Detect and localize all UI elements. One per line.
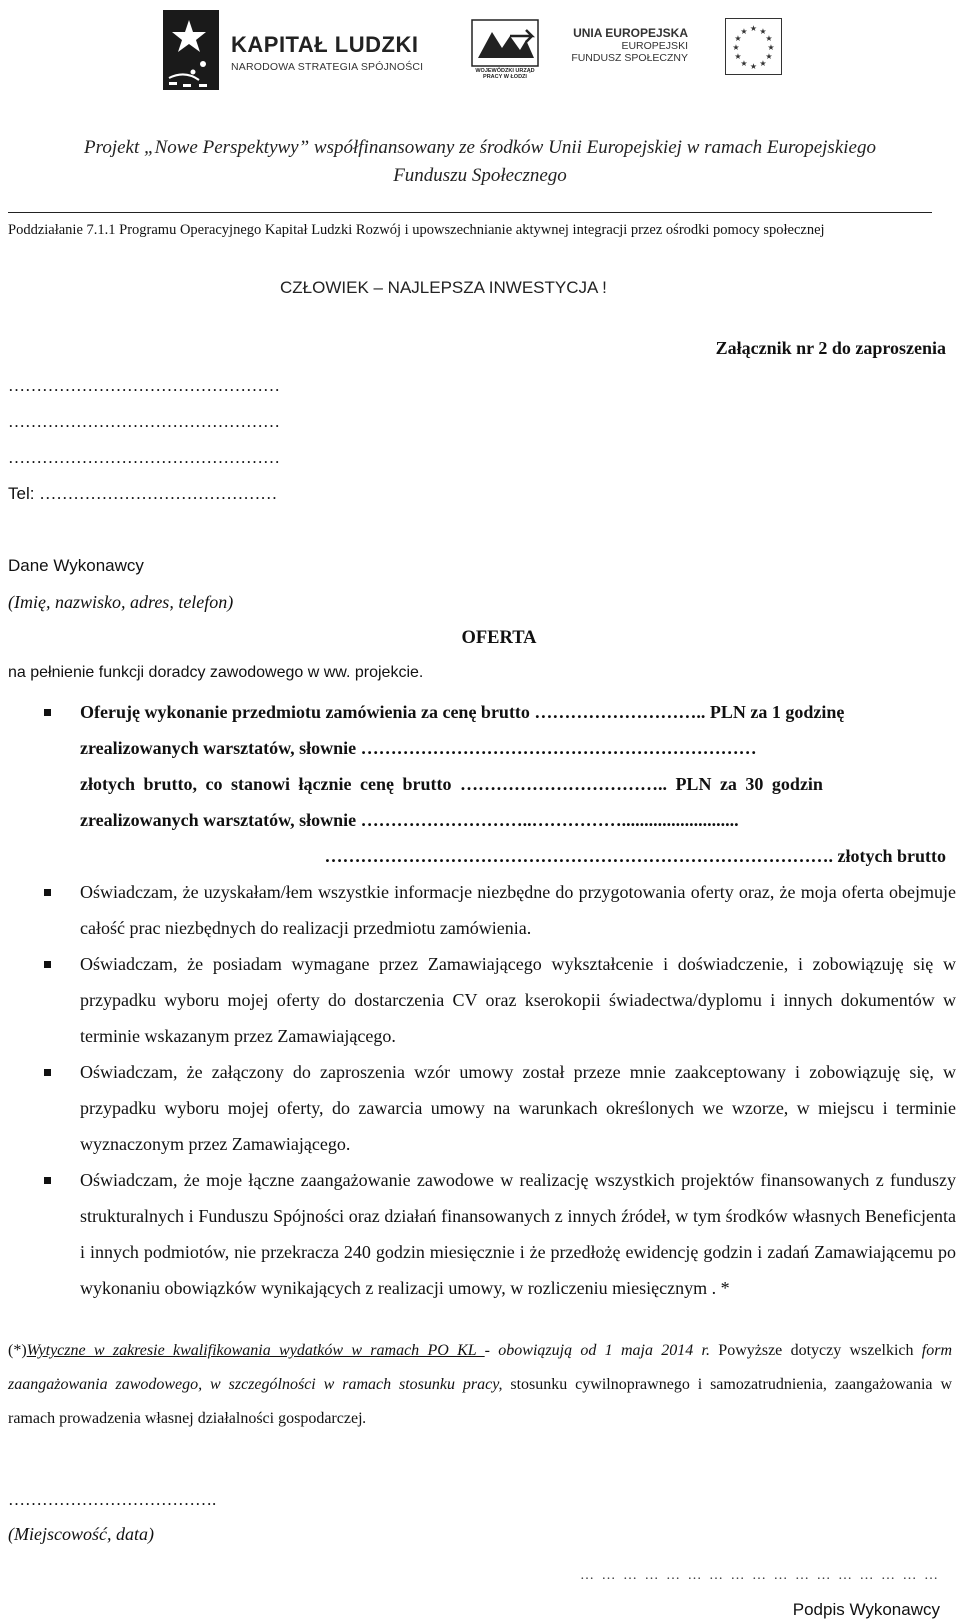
footnote-part-3: form zaangażowania zawodowego, w szczególności w ramach stosunku pracy,	[8, 1342, 953, 1393]
footnote	[8, 1334, 952, 1436]
kapital-ludzki-title: KAPITAŁ LUDZKI	[231, 32, 419, 57]
price-line-2: zrealizowanych warsztatów, słownie …………………………………………………………	[80, 738, 757, 758]
kapital-ludzki-star-icon	[155, 6, 225, 94]
poddzialanie-text: Poddziałanie 7.1.1 Programu Operacyjnego Kapitał Ludzki Rozwój i upowszechnianie aktywnej integracji przez ośrodki pomocy społecznej	[8, 222, 825, 238]
svg-text:★: ★	[765, 52, 773, 61]
svg-text:★: ★	[767, 43, 775, 52]
address-line-2: …………………………………………	[8, 412, 280, 431]
offer-heading: OFERTA	[461, 628, 537, 648]
svg-text:★: ★	[749, 24, 758, 33]
list-item-statement-4	[8, 1162, 956, 1306]
bullet-icon	[44, 961, 51, 968]
eu-flag-icon	[725, 18, 782, 75]
header-divider	[8, 212, 932, 213]
eu-logo	[571, 16, 778, 76]
kapital-ludzki-logo	[155, 6, 440, 94]
footnote-part-2: Powyższe dotyczy wszelkich	[710, 1342, 922, 1359]
svg-text:★: ★	[759, 59, 767, 68]
attachment-label: Załącznik nr 2 do zaproszenia	[715, 338, 946, 358]
address-line-3: …………………………………………	[8, 448, 280, 467]
place-date-dots: ……………………………….	[8, 1490, 217, 1509]
list-item-price	[8, 694, 956, 874]
svg-text:★: ★	[740, 59, 748, 68]
place-date-label: (Miejscowość, data)	[8, 1524, 154, 1544]
offer-intro: na pełnienie funkcji doradcy zawodowego w ww. projekcie.	[8, 664, 424, 681]
kapital-ludzki-subtitle: NARODOWA STRATEGIA SPÓJNOŚCI	[231, 61, 424, 73]
price-line-3: złotych brutto, co stanowi łącznie cenę brutto …………………………….. PLN za 30 godzin	[80, 774, 823, 794]
svg-text:★: ★	[765, 34, 773, 43]
address-line-1: …………………………………………	[8, 376, 280, 395]
bullet-icon	[44, 889, 51, 896]
svg-text:★: ★	[732, 43, 740, 52]
svg-text:★: ★	[759, 27, 767, 36]
price-line-4: zrealizowanych warsztatów, słownie ………………………..……………..........................	[80, 810, 739, 830]
footnote-end: .	[362, 1410, 367, 1427]
footnote-prefix: (*)	[8, 1342, 27, 1359]
phone-line	[8, 484, 277, 504]
statement-1: Oświadczam, że uzyskałam/łem wszystkie informacje niezbędne do przygotowania oferty oraz, że moja oferta obejmuje całość prac niezbędnych do realizacji przedmiotu zamówienia.	[80, 882, 956, 938]
project-line-1: Projekt „Nowe Perspektywy” współfinansowany ze środków Unii Europejskiej w ramach Europejskiego	[84, 137, 876, 158]
svg-text:★: ★	[749, 62, 758, 71]
footnote-part-1: - obowiązują od 1 maja 2014 r.	[484, 1342, 710, 1359]
statement-3: Oświadczam, że załączony do zaproszenia wzór umowy został przeze mnie zaakceptowany i zobowiązuję się, w przypadku wyboru mojej oferty, do zawarcia umowy na warunkach określonych we wzorze, w miejscu i terminie wyznaczonym przez Zamawiającego.	[80, 1062, 956, 1154]
list-item-statement-3	[8, 1054, 956, 1162]
eu-line-1: UNIA EUROPEJSKA	[573, 26, 688, 40]
logo-bar	[0, 0, 960, 100]
price-line-1: Oferuję wykonanie przedmiotu zamówienia za cenę brutto ……………………….. PLN za 1 godzinę	[80, 702, 845, 722]
eu-line-2: EUROPEJSKI	[621, 40, 688, 52]
list-item-statement-1	[8, 874, 956, 946]
footnote-part-4: stosunku cywilnoprawnego i samozatrudnienia, zaangażowania w ramach prowadzenia własnej działalności gospodarczej	[8, 1376, 952, 1427]
project-header	[0, 134, 960, 190]
project-line-2: Funduszu Społecznego	[393, 165, 567, 186]
phone-dots: ……………………………………	[39, 484, 278, 503]
eu-text	[571, 26, 688, 64]
wup-emblem-icon	[470, 18, 540, 68]
bullet-icon	[44, 1177, 51, 1184]
bullet-icon	[44, 709, 51, 716]
statement-2: Oświadczam, że posiadam wymagane przez Zamawiającego wykształcenie i doświadczenie, i zobowiązuję się w przypadku wyboru mojej oferty do dostarczenia CV oraz kserokopii świadectwa/dyplomu i innych dokumentów w terminie wskazanym przez Zamawiającego.	[80, 954, 956, 1046]
price-line-5: …………………………………………………………………………. złotych brutto	[324, 846, 946, 866]
signature-dots: … … … … … … … … … … … … … … … … …	[580, 1568, 940, 1583]
offer-list	[8, 694, 956, 1306]
motto: CZŁOWIEK – NAJLEPSZA INWESTYCJA !	[280, 278, 607, 297]
phone-label: Tel:	[8, 484, 35, 503]
bullet-icon	[44, 1069, 51, 1076]
footnote-guidelines-link[interactable]: Wytyczne w zakresie kwalifikowania wydatków w ramach PO KL	[26, 1342, 485, 1359]
eu-line-3: FUNDUSZ SPOŁECZNY	[571, 52, 688, 64]
svg-text:★: ★	[734, 34, 742, 43]
list-item-statement-2	[8, 946, 956, 1054]
contractor-data-label: Dane Wykonawcy	[8, 556, 144, 575]
svg-text:★: ★	[740, 27, 748, 36]
statement-4: Oświadczam, że moje łączne zaangażowanie zawodowe w realizację wszystkich projektów finansowanych z funduszy strukturalnych i Funduszu Spójności oraz działań finansowanych z innych źródeł, w tym środków własnych Beneficjenta i innych podmiotów, nie przekracza 240 godzin miesięcznie i że przedłożę ewidencję godzin i zadań Zamawiającemu po wykonaniu obowiązków wynikających z realizacji umowy, w rozliczeniu miesięcznym . *	[80, 1170, 956, 1298]
signature-label: Podpis Wykonawcy	[792, 1600, 940, 1619]
wup-text: WOJEWÓDZKI URZĄD PRACY W ŁODZI	[475, 68, 535, 80]
contractor-data-hint: (Imię, nazwisko, adres, telefon)	[8, 592, 234, 612]
svg-text:★: ★	[734, 52, 742, 61]
wup-lodz-logo	[470, 18, 540, 88]
